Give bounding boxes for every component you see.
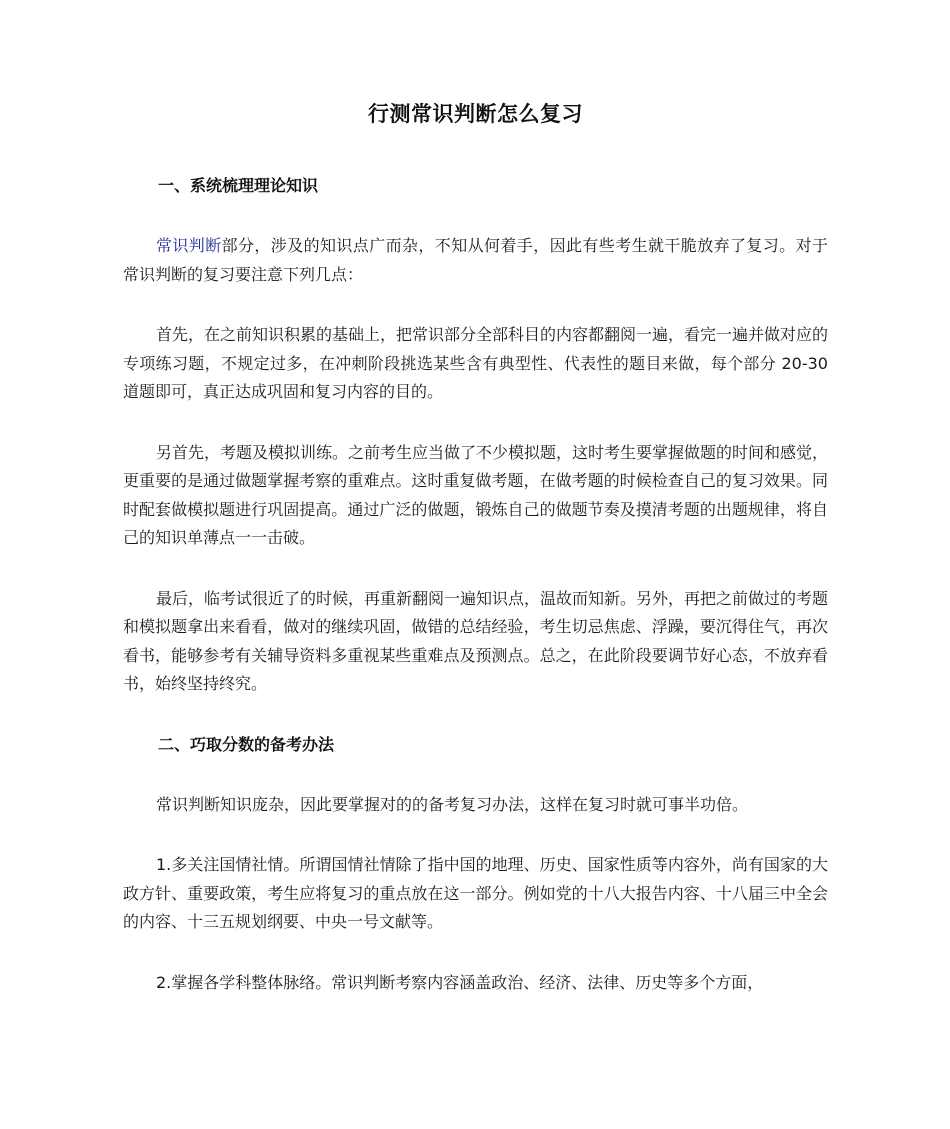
spacer [123,699,828,731]
paragraph-item-1: 1.多关注国情社情。所谓国情社情除了指中国的地理、历史、国家性质等内容外，尚有国家的大政方针、重要政策，考生应将复习的重点放在这一部分。例如党的十八大报告内容、十八届三中全会的内容、十三五规划纲要、中央一号文献等。 [123,855,828,931]
common-sense-link[interactable]: 常识判断 [156,236,222,255]
section-heading-1: 一、系统梳理理论知识 [158,176,319,195]
spacer [123,937,828,969]
spacer [123,759,828,791]
paragraph-last: 最后，临考试很近了的时候，再重新翻阅一遍知识点，温故而知新。另外，再把之前做过的考题和模拟题拿出来看看，做对的继续巩固，做错的总结经验，考生切忌焦虑、浮躁，要沉得住气，再次看书，能够参考有关辅导资料多重视某些重难点及预测点。总之，在此阶段要调节好心态，不放弃看书，始终坚持终究。 [123,588,829,693]
paragraph-second: 另首先，考题及模拟训练。之前考生应当做了不少模拟题，这时考生要掌握做题的时间和感觉，更重要的是通过做题掌握考察的重难点。这时重复做考题，在做考题的时候检查自己的复习效果。同时配套做模拟题进行巩固提高。通过广泛的做题，锻炼自己的做题节奏及摸清考题的出题规律，将自己的知识单薄点一一击破。 [123,442,829,547]
document-title: 行测常识判断怎么复习 [368,102,583,126]
spacer [123,134,828,172]
spacer [123,407,828,439]
paragraph-intro-text: 部分，涉及的知识点广而杂，不知从何着手，因此有些考生就干脆放弃了复习。对于常识判断的复习要注意下列几点： [123,236,828,284]
spacer [123,200,828,232]
spacer [123,289,828,321]
paragraph-item-2: 2.掌握各学科整体脉络。常识判断考察内容涵盖政治、经济、法律、历史等多个方面， [156,972,764,992]
document-body [123,94,828,997]
paragraph-intro [123,232,828,289]
section-heading-2: 二、巧取分数的备考办法 [158,734,335,754]
spacer [123,553,828,585]
paragraph-section2-intro: 常识判断知识庞杂，因此要掌握对的的备考复习办法，这样在复习时就可事半功倍。 [156,794,749,814]
spacer [123,819,828,851]
paragraph-first: 首先，在之前知识积累的基础上，把常识部分全部科目的内容都翻阅一遍，看完一遍并做对应的专项练习题，不规定过多，在冲刺阶段挑选某些含有典型性、代表性的题目来做，每个部分 20-30 道题即可，真正达成巩固和复习内容的目的。 [123,325,829,401]
